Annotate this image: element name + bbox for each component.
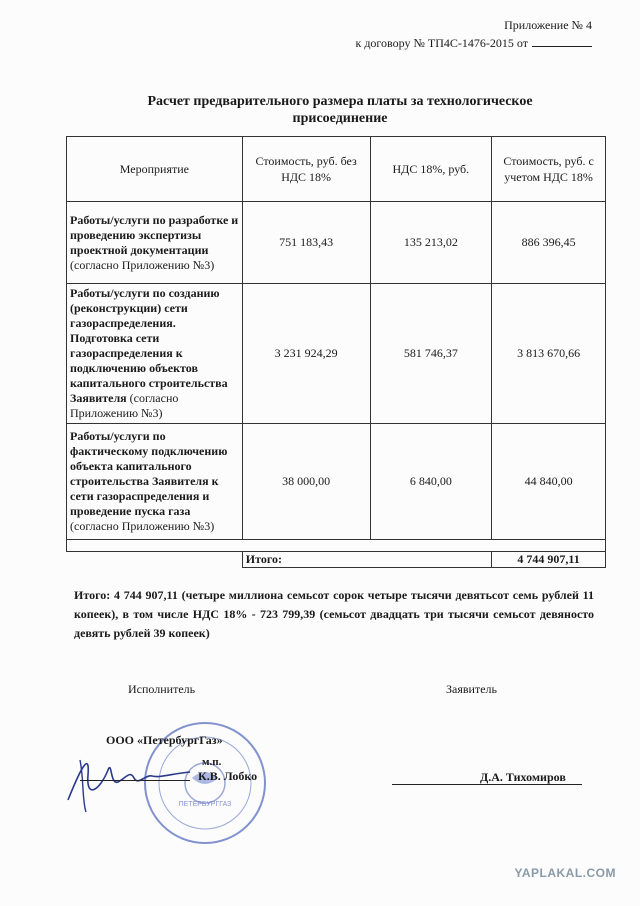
cost-cell: 751 183,43 <box>242 202 370 284</box>
cost-table <box>66 136 606 568</box>
page-title: Расчет предварительного размера платы за технологическое присоединение <box>147 94 533 126</box>
appendix-contract-ref: к договору № ТП4С-1476-2015 от <box>355 34 592 52</box>
site-watermark: YAPLAKAL.COM <box>514 866 616 880</box>
cost-cell: 3 231 924,29 <box>242 284 370 424</box>
table-row <box>67 424 606 540</box>
row-name: Работы/услуги по фактическому подключению объекта капитального строительства Заявителя к сети газораспределения и проведение пуска газа (согласно Приложению №3) <box>67 424 243 540</box>
column-header: Стоимость, руб. с учетом НДС 18% <box>492 137 606 202</box>
applicant-label: Заявитель <box>446 682 497 696</box>
vat-cell: 6 840,00 <box>370 424 492 540</box>
vat-cell: 581 746,37 <box>370 284 492 424</box>
row-name: Работы/услуги по созданию (реконструкции) сети газораспределения. Подготовка сети газораспределения к подключению объектов капитального строительства Заявителя (согласно Приложению №3) <box>67 284 243 424</box>
row-name: Работы/услуги по разработке и проведению экспертизы проектной документации (согласно Приложению №3) <box>67 202 243 284</box>
executor-label: Исполнитель <box>128 682 196 696</box>
table-row <box>67 284 606 424</box>
executor-signature-line <box>80 780 190 781</box>
summary-text: Итого: 4 744 907,11 (четыре миллиона семьсот сорок четыре тысячи девятьсот семь рублей 11 копеек), в том числе НДС 18% - 723 799,39 (семьсот двадцать три тысячи семьсот девяносто девять рублей 39 копеек) <box>74 588 594 640</box>
executor-signer-name: К.В. Лобко <box>198 769 258 783</box>
table-total-row <box>67 552 606 568</box>
table-row <box>67 202 606 284</box>
vat-cell: 135 213,02 <box>370 202 492 284</box>
table-header-row <box>67 137 606 202</box>
total-value: 4 744 907,11 <box>492 552 606 568</box>
applicant-signer-name: Д.А. Тихомиров <box>480 770 566 784</box>
stamp-place-label: м.п. <box>202 756 222 768</box>
stamp-text: ПЕТЕРБУРГГАЗ <box>178 801 232 808</box>
column-header: Мероприятие <box>67 137 243 202</box>
total-cell: 44 840,00 <box>492 424 606 540</box>
column-header: Стоимость, руб. без НДС 18% <box>242 137 370 202</box>
total-cell: 886 396,45 <box>492 202 606 284</box>
table-spacer-row <box>67 540 606 552</box>
appendix-number: Приложение № 4 <box>504 18 592 32</box>
appendix-header <box>355 16 592 52</box>
total-cell: 3 813 670,66 <box>492 284 606 424</box>
date-blank-line <box>532 34 592 47</box>
executor-company: ООО «ПетербургГаз» <box>106 733 223 747</box>
total-label: Итого: <box>242 552 370 568</box>
column-header: НДС 18%, руб. <box>370 137 492 202</box>
cost-cell: 38 000,00 <box>242 424 370 540</box>
